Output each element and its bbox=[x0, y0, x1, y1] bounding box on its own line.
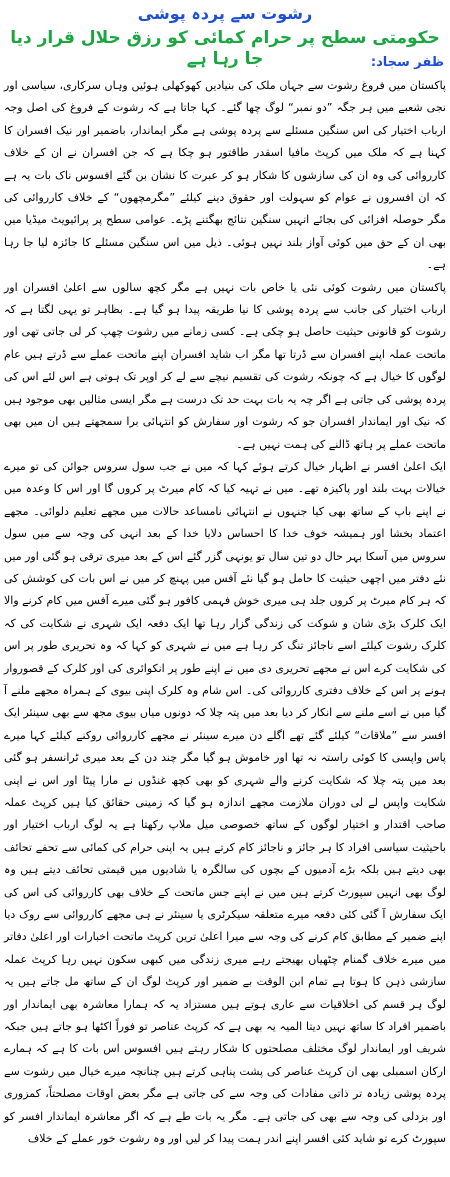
article-paragraph: پاکستان میں فروغ رشوت سے جہاں ملک کی بنیادیں کھوکھلی ہوئیں وہاں سرکاری، سیاسی اور نجی شعبے میں ہر جگہ ”دو نمبر“ لوگ چھا گئے۔ کہا جاتا ہے کہ رشوت کے فروغ کی اصل وجہ ارباب اختیار کی اس سنگین مسئلے سے پردہ پوشی ہے مگر ایماندار، باضمیر اور نیک افسران کا کہنا ہے کہ ملک میں کرپٹ مافیا اسقدر طاقتور ہو چکا ہے کہ جن افسران نے ان کے خلاف کارروائی کی وہ ان کی سازشوں کا شکار ہو کر عبرت کا نشان بن گئے افسوس ناک بات یہ ہے کہ ان افسروں نے عوام کو سہولت اور حقوق دینے کیلئے ”مگرمچھوں“ کے خلاف کارروائی کی مگر حوصلہ افزائی کی بجائے انہیں سنگین نتائج بھگتنے پڑے۔ عوامی سطح پر پرائیویٹ میڈیا میں بھی ان کے حق میں کوئی آواز بلند نہیں ہوئی۔ ذیل میں اس سنگین مسئلے کا جائزہ لیا جا رہا ہے۔ bbox=[4, 79, 446, 272]
article-paragraph: پاکستان میں رشوت کوئی نئی یا خاص بات نہیں ہے مگر کچھ سالوں سے اعلیٰ افسران اور ارباب اختیار کی جانب سے پردہ پوشی کا نیا طریقہ پیدا ہو گیا ہے۔ بظاہر تو یہی لگتا ہے کہ رشوت کو قانونی حیثیت حاصل ہو چکی ہے۔ کسی زمانے میں رشوت چھپ کر لی جاتی تھی اور ماتحت عملہ اپنے افسران سے ڈرتا تھا مگر اب شاید افسران اپنے ماتحت عملے سے ڈرتے ہیں عام لوگوں کا خیال ہے کہ چونکہ رشوت کی تقسیم نیچے سے لے کر اوپر تک ہوتی ہے اس لئے اس کی پردہ پوشی کی جاتی ہے اگر چہ یہ بات بہت حد تک درست ہے مگر ایسی مثالیں بھی موجود ہیں کہ نیک اور ایماندار افسران جو کہ رشوت اور سفارش کو انتہائی برا سمجھتے ہیں ان میں بھی ماتحت عملے پر ہاتھ ڈالنے کی ہمت نہیں ہے۔ bbox=[4, 280, 446, 451]
article-paragraph: ایک اعلیٰ افسر نے اظہار خیال کرتے ہوئے کہا کہ میں نے جب سول سروس جوائن کی تو میرے خیالات بہت بلند اور پاکیزہ تھے۔ میں نے تہیہ کیا کہ کام میرٹ پر کروں گا اور اس کا وعدہ میں نے اپنے باپ کے ساتھ بھی کیا جنہوں نے انتہائی نامساعد حالات میں مجھے تعلیم دلوائی۔ مجھے اعتماد بخشا اور ہمیشہ خوف خدا کا احساس دلایا خدا کے بعد انہی کی وجہ سے میں سول سروس میں آسکا بہر حال دو تین سال تو یونہی گزر گئے اس کے بعد میری ترقی ہو گئی اور میں نئے دفتر میں اچھی حیثیت کا حامل ہو گیا نئے آفس میں پہنچ کر میں نے اس بات کی کوشش کی کہ ہر کام میرٹ پر کروں جلد ہی میری خوش فہمی کافور ہو گئی میرے آفس میں کام کرنے والا ایک کلرک بڑی شان و شوکت کی زندگی گزار رہا تھا ایک دفعہ ایک شہری نے شکایت کی کہ کلرک رشوت کیلئے اسے ناجائز تنگ کر رہا ہے میں نے شہری کو کہا کہ وہ تحریری طور پر اس کی شکایت کرے اس نے مجھے تحریری دی میں نے اپنے طور پر انکوائری کی اور کلرک کے قصوروار ہونے پر اس کے خلاف دفتری کارروائی کی۔ اس شام وہ کلرک اپنی بیوی کے ہمراہ مجھے ملنے آ گیا میں نے اسے ملنے سے انکار کر دیا بعد میں پتہ چلا کہ دونوں میاں بیوی مجھ سے بھی سینئر ایک افسر سے ”ملاقات“ کیلئے گئے تھے اگلے دن میرے سینئر نے مجھے کارروائی روکنے کیلئے کہا میرے پاس واپسی کا کوئی راستہ نہ تھا اور خاموش ہو گیا مگر چند دن کے بعد میری ٹرانسفر ہو گئی بعد میں پتہ چلا کہ شکایت کرنے والے شہری کو بھی کچھ غنڈوں نے مارا پیٹا اور اس نے اپنی شکایت واپس لے لی دوران ملازمت مجھے اندازہ ہو گیا کہ زمینی حقائق کیا ہیں کرپٹ عملہ صاحب اقتدار و اختیار لوگوں کے ساتھ خصوصی میل ملاپ رکھتا ہے یہ لوگ ارباب اختیار اور باحیثیت سیاسی افراد کا ہر جائز و ناجائز کام کرتے ہیں یہ اپنی حرام کی کمائی سے تحفے تحائف بھی دیتے ہیں بلکہ بڑے آدمیوں کے بچوں کی سالگرہ یا شادیوں میں قیمتی تحائف دیتے ہیں وہ لوگ بھی انہیں سپورٹ کرتے ہیں میں نے اپنے جس ماتحت کے خلاف بھی کارروائی کی اس کی ایک سفارش آ گئی کئی دفعہ میرے متعلقہ سیکرٹری یا سینئر نے ہی مجھے کارروائی سے روک دیا اپنے ضمیر کے مطابق کام کرنے کی وجہ سے میرا اعلیٰ ترین کرپٹ ماتحت اخبارات اور اعلیٰ دفاتر میں میرے خلاف گمنام چٹھیاں بھیجتے رہے میری زندگی میں کبھی سکون نہیں رہا کرپٹ عملہ سازشی ذہن کا ہوتا ہے تمام ابن الوقت بے ضمیر اور کرپٹ لوگ ان کے ساتھ مل جاتے ہیں یہ لوگ ہر قسم کی اخلاقیات سے عاری ہوتے ہیں مستزاد یہ کہ ہمارا معاشرہ بھی ایماندار اور باضمیر افراد کا ساتھ نہیں دیتا المیہ یہ بھی ہے کہ کرپٹ عناصر تو فوراً اکٹھا ہو جاتے ہیں جبکہ شریف اور ایماندار لوگ مختلف مصلحتوں کا شکار رہتے ہیں افسوس اس بات کا ہے کہ ہمارے ارکان اسمبلی بھی ان کرپٹ عناصر کی پشت پناہی کرتے ہیں چنانچہ میرے خیال میں رشوت سے پردہ پوشی زیادہ تر ذاتی مفادات کی وجہ سے کی جاتی ہے مگر بعض اوقات مصلحتاً، کمزوری اور بزدلی کی وجہ سے بھی کی جاتی ہے۔ مگر یہ بات طے ہے کہ اگر معاشرہ ایماندار افسر کو سپورٹ کرے تو شاید کئی افسر اپنے اندر ہمت پیدا کر لیں اور وہ رشوت خور عملے کے خلاف bbox=[4, 459, 446, 1146]
article-kicker: رشوت سے پردہ پوشی bbox=[137, 4, 313, 23]
article-body bbox=[0, 75, 450, 1151]
article-headline: حکومتی سطح پر حرام کمائی کو رزق حلال قرار دیا جا رہا ہے bbox=[10, 28, 440, 70]
article-byline: ظفر سجاد: bbox=[370, 55, 444, 70]
